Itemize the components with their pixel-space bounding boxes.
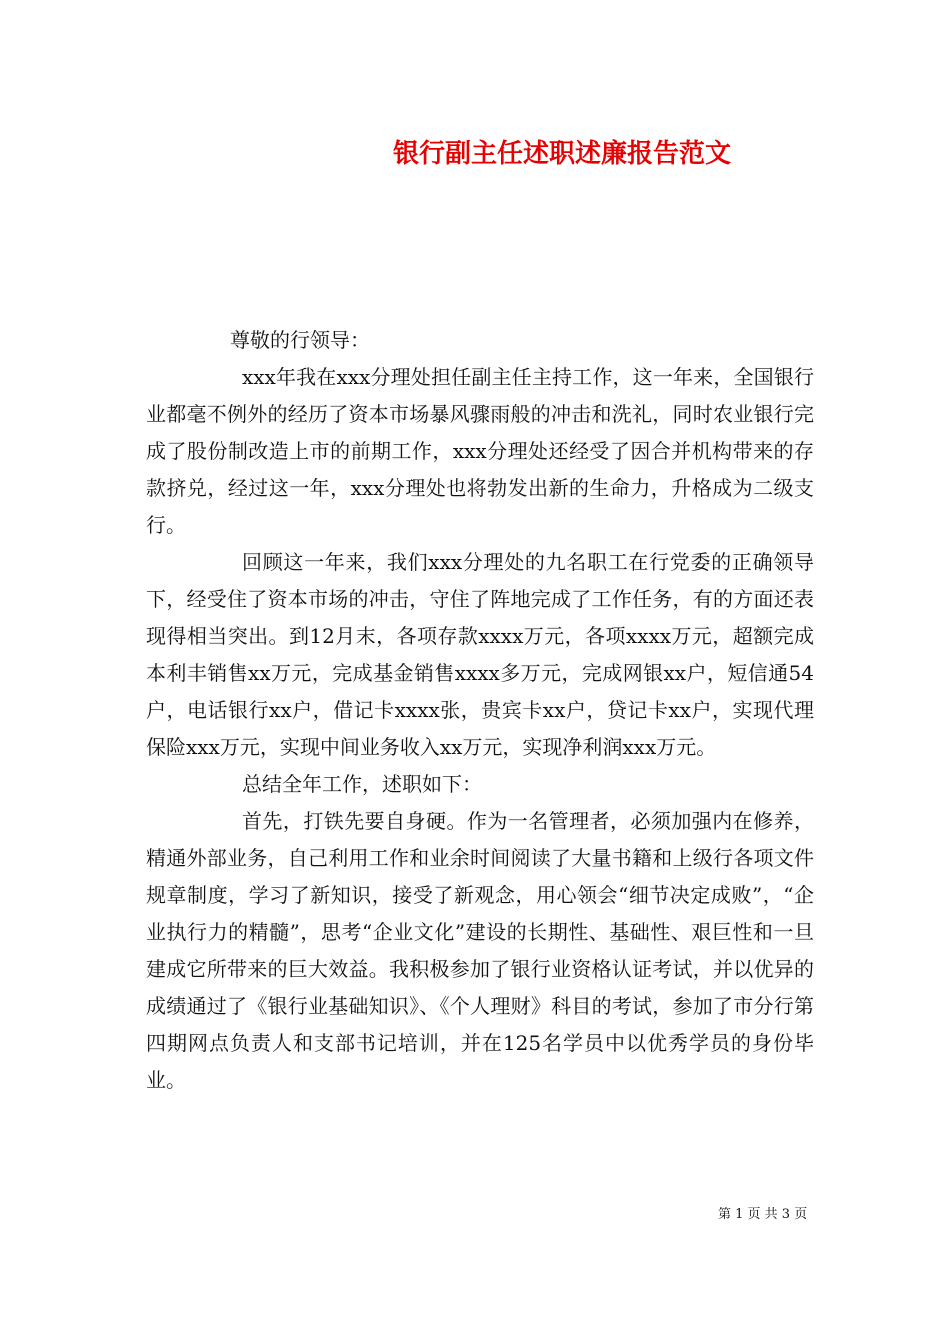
document-title: 银行副主任述职述廉报告范文 xyxy=(393,139,732,169)
page-number-footer: 第 1 页 共 3 页 xyxy=(718,1207,808,1222)
salutation: 尊敬的行领导： xyxy=(230,328,370,352)
paragraph-3: 总结全年工作，述职如下： xyxy=(242,772,482,796)
paragraph-1: xxx年我在xxx分理处担任副主任主持工作，这一年来，全国银行业都毫不例外的经历了资本市场暴风骤雨般的冲击和洗礼，同时农业银行完成了股份制改造上市的前期工作，xxx分理处还经受了因合并机构带来的存款挤兑，经过这一年，xxx分理处也将勃发出新的生命力，升格成为二级支行。 xyxy=(146,365,814,537)
paragraph-2: 回顾这一年来，我们xxx分理处的九名职工在行党委的正确领导下，经受住了资本市场的冲击，守住了阵地完成了工作任务，有的方面还表现得相当突出。到12月末，各项存款xxxx万元，各项xxxx万元，超额完成本利丰销售xx万元，完成基金销售xxxx多万元，完成网银xx户，短信通54户，电话银行xx户，借记卡xxxx张，贵宾卡xx户，贷记卡xx户，实现代理保险xxx万元，实现中间业务收入xx万元，实现净利润xxx万元。 xyxy=(146,550,814,759)
paragraph-4: 首先，打铁先要自身硬。作为一名管理者，必须加强内在修养，精通外部业务，自己利用工作和业余时间阅读了大量书籍和上级行各项文件规章制度，学习了新知识，接受了新观念，用心领会“细节决定成败”，“企业执行力的精髓”，思考“企业文化”建设的长期性、基础性、艰巨性和一旦建成它所带来的巨大效益。我积极参加了银行业资格认证考试，并以优异的成绩通过了《银行业基础知识》、《个人理财》科目的考试，参加了市分行第四期网点负责人和支部书记培训，并在125名学员中以优秀学员的身份毕业。 xyxy=(146,809,814,1092)
document-body xyxy=(146,322,814,1099)
